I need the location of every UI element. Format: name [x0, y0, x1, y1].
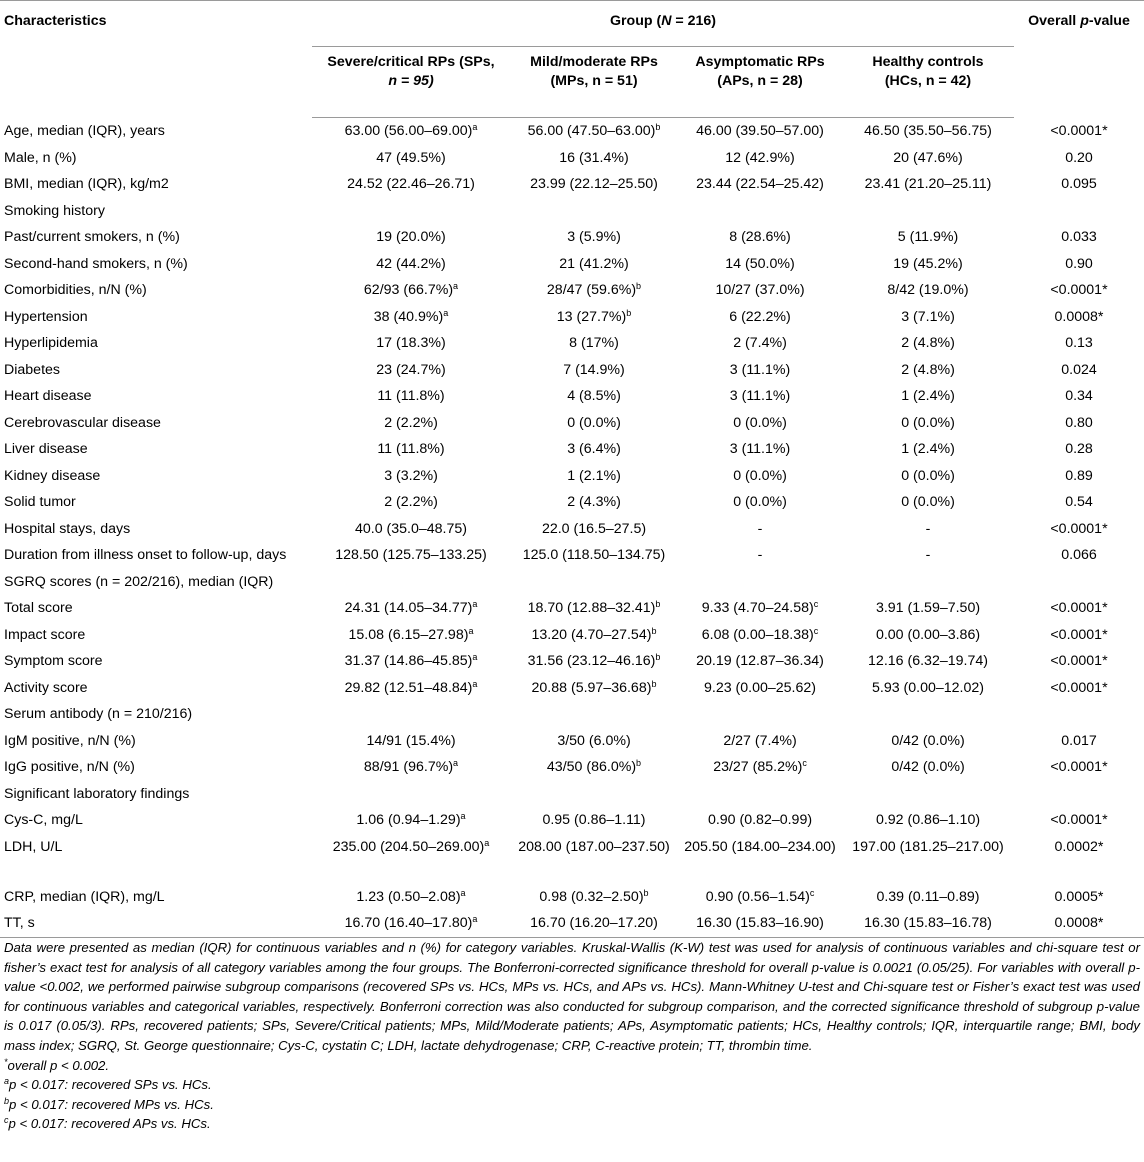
- cell-overall-p: <0.0001*: [1050, 282, 1108, 298]
- cell-hcs: 19 (45.2%): [893, 255, 963, 272]
- cell-mps: 56.00 $(47.50-63.00)^b$: [527, 122, 661, 139]
- cell-mps: 3/50 (6.0%): [557, 732, 631, 749]
- cell-overall-p: 0.54: [1065, 494, 1093, 510]
- row-label: Male, n (%): [4, 149, 77, 166]
- superscript-mark: a: [443, 307, 449, 318]
- cell-hcs: 197.00 (181.25–217.00): [852, 838, 1004, 855]
- cell-aps: 3 (11.1%): [729, 441, 791, 457]
- cell-aps: 6 (22.2%): [729, 308, 791, 325]
- row-label: Kidney disease: [4, 467, 101, 484]
- row-label: Past/current smokers, n (%): [4, 229, 180, 245]
- table-row: [0, 516, 1144, 543]
- cell-mps: 7 (14.9%): [563, 361, 625, 378]
- cell-sps: 24.52 (22.46–26.71): [347, 176, 475, 192]
- notes-paragraph: Data were presented as median (IQR) for continuous variables and n (%) for category variables. Kruskal-Wallis (K-W) test was used for analysis of continuous variables and chi-square test or fisher’s exact test for analysis of all category variables among the four groups. The Bonferroni-corrected significance threshold for overall p-value is 0.0021 (0.05/25). For variables with overall p-value <0.002, we performed pairwise subgroup comparisons (recovered SPs vs. HCs, MPs vs. HCs, and APs vs. HCs). Mann-Whitney U-test and Chi-square test or Fisher’s exact test was used for continuous variables and categorical variables, respectively. Bonferroni correction was also conducted for subgroup comparison, and the corrected significance threshold of subgroup p-value is 0.017 (0.05/3). RPs, recovered patients; SPs, Severe/Critical patients; MPs, Mild/Moderate patients; APs, Asymptomatic patients; HCs, Healthy controls; IQR, interquartile range; BMI, body mass index; SGRQ, St. George questionnaire; Cys-C, cystatin C; LDH, lactate dehydrogenase; CRP, C-reactive protein; TT, thrombin time.: [4, 940, 1140, 1053]
- cell-overall-p: 0.095: [1061, 176, 1097, 192]
- cell-hcs: 20 (47.6%): [893, 149, 963, 166]
- cell-sps: 31.37 $(14.86-45.85)^a$: [344, 652, 478, 669]
- superscript-mark: b: [655, 652, 661, 662]
- cell-hcs: 5.93 (0.00–12.02): [871, 679, 984, 696]
- cell-aps: 0.90 $(0.56-1.54)^c$: [705, 887, 815, 905]
- superscript-mark: b: [636, 281, 642, 291]
- cell-aps: [678, 569, 842, 596]
- header-blank-right: [1014, 47, 1144, 118]
- row-label: IgM positive, n/N (%): [4, 732, 136, 749]
- table-row: [0, 463, 1144, 490]
- cell-sps: 17 (18.3%): [376, 335, 446, 351]
- cell-overall-p: <0.0001*: [1050, 122, 1108, 139]
- superscript-mark: a: [472, 914, 478, 924]
- cell-mps: 4 (8.5%): [567, 388, 621, 404]
- cell-sps: 40.0 (35.0–48.75): [354, 520, 467, 537]
- cell-mps: [510, 781, 678, 808]
- cell-mps: 13 $(27.7\%)^b$: [556, 307, 632, 325]
- cell-overall-p: 0.13: [1065, 335, 1093, 351]
- cell-sps: 62/93 $(66.7\%)^a$: [363, 281, 459, 298]
- cell-aps: 20.19 (12.87–36.34): [696, 653, 824, 669]
- cell-overall-p: 0.017: [1061, 732, 1097, 749]
- row-label: Significant laboratory findings: [4, 785, 190, 802]
- row-label: Cerebrovascular disease: [4, 414, 161, 431]
- superscript-mark: c: [802, 758, 807, 768]
- cell-aps: 23/27 $(85.2\%)^c$: [713, 758, 807, 775]
- cell-aps: 10/27 (37.0%): [715, 282, 805, 298]
- table-row: [0, 754, 1144, 781]
- cell-hcs: 0.00 (0.00–3.86): [875, 626, 981, 643]
- cell-aps: 12 (42.9%): [725, 149, 795, 166]
- table-row: [0, 198, 1144, 225]
- cell-overall-p: [1014, 198, 1144, 225]
- superscript-mark: b: [643, 887, 649, 898]
- superscript-mark: a: [472, 122, 478, 132]
- header-col-hcs: Healthy controls (HCs, n = 42): [842, 47, 1014, 118]
- cell-mps: 22.0 (16.5–27.5): [541, 520, 647, 537]
- cell-sps: [312, 198, 510, 225]
- table-row: [0, 884, 1144, 911]
- cell-hcs: -: [925, 547, 931, 563]
- cell-aps: 9.23 (0.00–25.62): [703, 679, 816, 696]
- row-label: Impact score: [4, 626, 86, 643]
- cell-hcs: 1 (2.4%): [901, 388, 955, 404]
- cell-mps: [510, 569, 678, 596]
- row-label: Age, median (IQR), years: [4, 122, 165, 139]
- cell-aps: 14 (50.0%): [725, 255, 795, 272]
- cell-mps: 31.56 $(23.12-46.16)^b$: [527, 652, 661, 669]
- cell-sps: 11 (11.8%): [377, 441, 445, 457]
- cell-mps: 21 (41.2%): [559, 255, 629, 272]
- cell-overall-p: 0.0005*: [1054, 888, 1104, 905]
- superscript-mark: a: [472, 678, 478, 689]
- header-overall-p: Overall p-value: [1014, 1, 1144, 47]
- cell-sps: 38 $(40.9\%)^a$: [373, 307, 449, 325]
- cell-sps: 1.23 $(0.50-2.08)^a$: [356, 887, 466, 905]
- cell-overall-p: 0.0008*: [1014, 910, 1144, 937]
- cell-sps: 42 (44.2%): [376, 255, 446, 272]
- cell-sps: 88/91 $(96.7\%)^a$: [363, 758, 459, 775]
- cell-mps: [510, 701, 678, 728]
- cell-sps: 2 (2.2%): [384, 414, 438, 431]
- cell-hcs: 1 (2.4%): [901, 441, 955, 457]
- footnote: $^c$p < 0.017: recovered APs vs. HCs.: [4, 1115, 211, 1132]
- cell-aps: [678, 198, 842, 225]
- row-label: Hyperlipidemia: [4, 335, 98, 351]
- cell-aps: [678, 781, 842, 808]
- cell-aps: 46.00 (39.50–57.00): [696, 123, 824, 139]
- superscript-mark: c: [813, 599, 819, 609]
- superscript-mark: a: [468, 625, 474, 636]
- row-label: IgG positive, n/N (%): [4, 759, 135, 775]
- cell-mps: 8 (17%): [569, 335, 619, 351]
- cell-overall-p: <0.0001*: [1050, 600, 1108, 616]
- cell-hcs: -: [925, 520, 931, 537]
- cell-hcs: 2 (4.8%): [901, 335, 955, 351]
- table-notes: [4, 938, 1140, 1134]
- cell-hcs: 3.91 (1.59–7.50): [875, 600, 981, 616]
- cell-hcs: 0.92 (0.86–1.10): [875, 812, 981, 828]
- cell-sps: 24.31 $(14.05-34.77)^a$: [344, 599, 478, 616]
- cell-mps: 16.70 (16.20–17.20): [510, 910, 678, 937]
- cell-hcs: 2 (4.8%): [901, 361, 955, 378]
- cell-hcs: 0/42 (0.0%): [891, 759, 965, 775]
- cell-mps: 16 (31.4%): [559, 149, 629, 166]
- cell-hcs: 3 (7.1%): [901, 308, 955, 325]
- cell-aps: 0 (0.0%): [733, 494, 787, 510]
- row-label: Symptom score: [4, 653, 103, 669]
- table-row: [0, 224, 1144, 251]
- superscript-mark: c: [813, 625, 819, 636]
- superscript-mark: a: [472, 599, 478, 609]
- row-label: Diabetes: [4, 361, 60, 378]
- cell-overall-p: 0.0008*: [1054, 308, 1104, 325]
- cell-sps: 3 (3.2%): [384, 467, 438, 484]
- row-label: Activity score: [4, 679, 88, 696]
- cell-sps: 47 (49.5%): [376, 149, 446, 166]
- cell-overall-p: 0.89: [1065, 467, 1093, 484]
- cell-mps: 3 (6.4%): [567, 441, 621, 457]
- row-label: Total score: [4, 600, 73, 616]
- cell-sps: 128.50 (125.75–133.25): [335, 547, 487, 563]
- cell-overall-p: <0.0001*: [1050, 812, 1108, 828]
- cell-mps: 1 (2.1%): [567, 467, 621, 484]
- cell-hcs: [842, 198, 1014, 225]
- cell-mps: 18.70 $(12.88-32.41)^b$: [527, 599, 661, 616]
- cell-hcs: 0/42 (0.0%): [891, 732, 965, 749]
- row-label: Solid tumor: [4, 494, 76, 510]
- cell-hcs: [842, 701, 1014, 728]
- superscript-mark: b: [651, 625, 657, 636]
- cell-sps: 63.00 $(56.00-69.00)^a$: [344, 122, 478, 139]
- table-body: [0, 118, 1144, 938]
- cell-overall-p: <0.0001*: [1050, 626, 1108, 643]
- cell-mps: 125.0 (118.50–134.75): [522, 547, 666, 563]
- row-label: Comorbidities, n/N (%): [4, 282, 147, 298]
- cell-mps: 43/50 $(86.0\%)^b$: [546, 758, 642, 775]
- cell-overall-p: 0.90: [1065, 255, 1093, 272]
- row-label: LDH, U/L: [4, 838, 63, 855]
- cell-overall-p: [1014, 701, 1144, 728]
- cell-overall-p: 0.033: [1061, 229, 1097, 245]
- cell-aps: -: [757, 547, 763, 563]
- table-row: [0, 807, 1144, 834]
- cell-sps: [312, 569, 510, 596]
- cell-hcs: 16.30 (15.83–16.78): [842, 910, 1014, 937]
- cell-sps: 29.82 $(12.51-48.84)^a$: [344, 678, 478, 696]
- cell-overall-p: 0.34: [1065, 388, 1093, 404]
- table-row: [0, 701, 1144, 728]
- table-row: [0, 118, 1144, 145]
- cell-mps: 3 (5.9%): [567, 229, 621, 245]
- superscript-mark: a: [484, 837, 490, 848]
- cell-mps: 28/47 $(59.6\%)^b$: [546, 281, 642, 298]
- cell-overall-p: 0.28: [1065, 441, 1093, 457]
- cell-mps: 0.98 $(0.32-2.50)^b$: [539, 887, 649, 905]
- row-label: SGRQ scores (n = 202/216), median (IQR): [4, 573, 274, 590]
- superscript-mark: a: [460, 887, 466, 898]
- footnote: $^b$p < 0.017: recovered MPs vs. HCs.: [4, 1095, 214, 1112]
- row-label: Hospital stays, days: [4, 520, 131, 537]
- cell-hcs: 8/42 (19.0%): [887, 282, 969, 298]
- footnotes: [4, 1056, 1140, 1134]
- superscript-mark: c: [809, 887, 815, 898]
- header-col-aps: Asymptomatic RPs (APs, n = 28): [678, 47, 842, 118]
- table-row: [0, 171, 1144, 198]
- superscript-mark: b: [636, 758, 642, 768]
- row-label: Duration from illness onset to follow-up, days: [4, 547, 287, 563]
- table-row: [0, 145, 1144, 172]
- cell-mps: 208.00 (187.00–237.50): [518, 838, 670, 855]
- table-row: [0, 436, 1144, 463]
- row-label: Serum antibody (n = 210/216): [4, 706, 193, 722]
- cell-sps: 15.08 $(6.15-27.98)^a$: [348, 625, 474, 643]
- cell-overall-p: 0.066: [1061, 547, 1097, 563]
- cell-aps: 2 (7.4%): [733, 335, 787, 351]
- row-label: Second-hand smokers, n (%): [4, 255, 188, 272]
- table-row: [0, 330, 1144, 357]
- cell-aps: [678, 701, 842, 728]
- cell-overall-p: <0.0001*: [1050, 679, 1108, 696]
- cell-hcs: 23.41 (21.20–25.11): [864, 176, 992, 192]
- cell-aps: 2/27 (7.4%): [723, 732, 797, 749]
- row-label: Liver disease: [4, 441, 88, 457]
- cell-aps: 0 (0.0%): [733, 414, 787, 431]
- cell-aps: 16.30 (15.83–16.90): [678, 910, 842, 937]
- superscript-mark: a: [460, 811, 466, 821]
- header-blank-left: [0, 47, 312, 118]
- header-col-mps: Mild/moderate RPs (MPs, n = 51): [510, 47, 678, 118]
- cell-hcs: 5 (11.9%): [897, 229, 959, 245]
- cell-sps: 23 (24.7%): [376, 361, 446, 378]
- cell-aps: 205.50 (184.00–234.00): [684, 838, 836, 855]
- cell-overall-p: 0.024: [1061, 361, 1097, 378]
- cell-mps: 13.20 $(4.70-27.54)^b$: [531, 625, 657, 643]
- table-row: [0, 595, 1144, 622]
- cell-sps: 235.00 $(204.50-269.00)^a$: [332, 837, 490, 855]
- header-col-sps: Severe/critical RPs (SPs, n = 95): [312, 47, 510, 118]
- cell-hcs: 0 (0.0%): [901, 414, 955, 431]
- cell-mps: 20.88 $(5.97-36.68)^b$: [531, 678, 657, 696]
- cell-overall-p: <0.0001*: [1050, 653, 1108, 669]
- cell-hcs: 0.39 (0.11–0.89): [876, 888, 980, 905]
- cell-sps: [312, 701, 510, 728]
- cell-mps: 0 (0.0%): [567, 414, 621, 431]
- cell-overall-p: <0.0001*: [1050, 520, 1108, 537]
- table-row: [0, 489, 1144, 516]
- footnote: $^a$p < 0.017: recovered SPs vs. HCs.: [4, 1076, 212, 1093]
- cell-aps: 3 (11.1%): [729, 388, 791, 404]
- cell-hcs: [842, 569, 1014, 596]
- row-label: Smoking history: [4, 202, 105, 219]
- cell-overall-p: 0.20: [1065, 149, 1093, 166]
- header-characteristics: Characteristics: [0, 1, 312, 47]
- table-row: [0, 277, 1144, 304]
- row-label: TT, s: [0, 910, 312, 937]
- footnote: *overall p < 0.002.: [4, 1056, 110, 1073]
- superscript-mark: b: [655, 122, 661, 132]
- cell-aps: 6.08 $(0.00-18.38)^c$: [701, 625, 819, 643]
- table-row: [0, 781, 1144, 808]
- cell-overall-p: [1014, 781, 1144, 808]
- cell-sps: [312, 781, 510, 808]
- cell-mps: [510, 198, 678, 225]
- cell-sps: 19 (20.0%): [376, 229, 446, 245]
- superscript-mark: a: [453, 758, 459, 768]
- cell-sps: 11 (11.8%): [377, 388, 445, 404]
- row-label: CRP, median (IQR), mg/L: [4, 888, 165, 905]
- cell-hcs: [842, 781, 1014, 808]
- cell-overall-p: 0.0002*: [1054, 838, 1104, 855]
- cell-mps: 23.99 (22.12–25.50): [530, 176, 658, 192]
- row-label: BMI, median (IQR), kg/m2: [4, 176, 169, 192]
- superscript-mark: b: [626, 307, 632, 318]
- cell-aps: 23.44 (22.54–25.42): [696, 176, 824, 192]
- cell-aps: 8 (28.6%): [729, 229, 791, 245]
- table-row: [0, 542, 1144, 569]
- cell-sps: 16.70 $(16.40-17.80)^a$: [312, 910, 510, 937]
- superscript-mark: a: [472, 652, 478, 662]
- table-row: [0, 410, 1144, 437]
- superscript-mark: a: [453, 281, 459, 291]
- cell-sps: 14/91 (15.4%): [366, 732, 456, 749]
- cell-hcs: 46.50 (35.50–56.75): [864, 123, 992, 139]
- superscript-mark: b: [651, 678, 657, 689]
- cell-aps: -: [757, 520, 763, 537]
- table-row: [0, 569, 1144, 596]
- cell-aps: 0.90 (0.82–0.99): [707, 812, 813, 828]
- table-row: [0, 910, 1144, 937]
- table-row: [0, 648, 1144, 675]
- table-row: [0, 622, 1144, 649]
- table-row: [0, 675, 1144, 702]
- cell-aps: 0 (0.0%): [733, 467, 787, 484]
- cell-hcs: 0 (0.0%): [901, 467, 955, 484]
- table-row: [0, 834, 1144, 884]
- row-label: Hypertension: [4, 308, 88, 325]
- cell-mps: 2 (4.3%): [567, 494, 621, 510]
- table-row: [0, 251, 1144, 278]
- table-row: [0, 304, 1144, 331]
- table-row: [0, 357, 1144, 384]
- cell-mps: 0.95 (0.86–1.11): [542, 812, 646, 828]
- cell-sps: 2 (2.2%): [384, 494, 438, 510]
- superscript-mark: b: [655, 599, 661, 609]
- cell-hcs: 12.16 (6.32–19.74): [868, 653, 988, 669]
- table-row: [0, 383, 1144, 410]
- cell-aps: 9.33 $(4.70-24.58)^c$: [701, 599, 819, 616]
- row-label: Heart disease: [4, 388, 92, 404]
- cell-sps: 1.06 $(0.94-1.29)^a$: [356, 811, 466, 828]
- table-row: [0, 728, 1144, 755]
- row-label: Cys-C, mg/L: [4, 812, 83, 828]
- cell-overall-p: 0.80: [1065, 414, 1093, 431]
- cell-aps: 3 (11.1%): [729, 361, 791, 378]
- header-group: Group (N = 216): [312, 1, 1014, 47]
- cell-overall-p: [1014, 569, 1144, 596]
- cell-hcs: 0 (0.0%): [901, 494, 955, 510]
- cell-overall-p: <0.0001*: [1050, 759, 1108, 775]
